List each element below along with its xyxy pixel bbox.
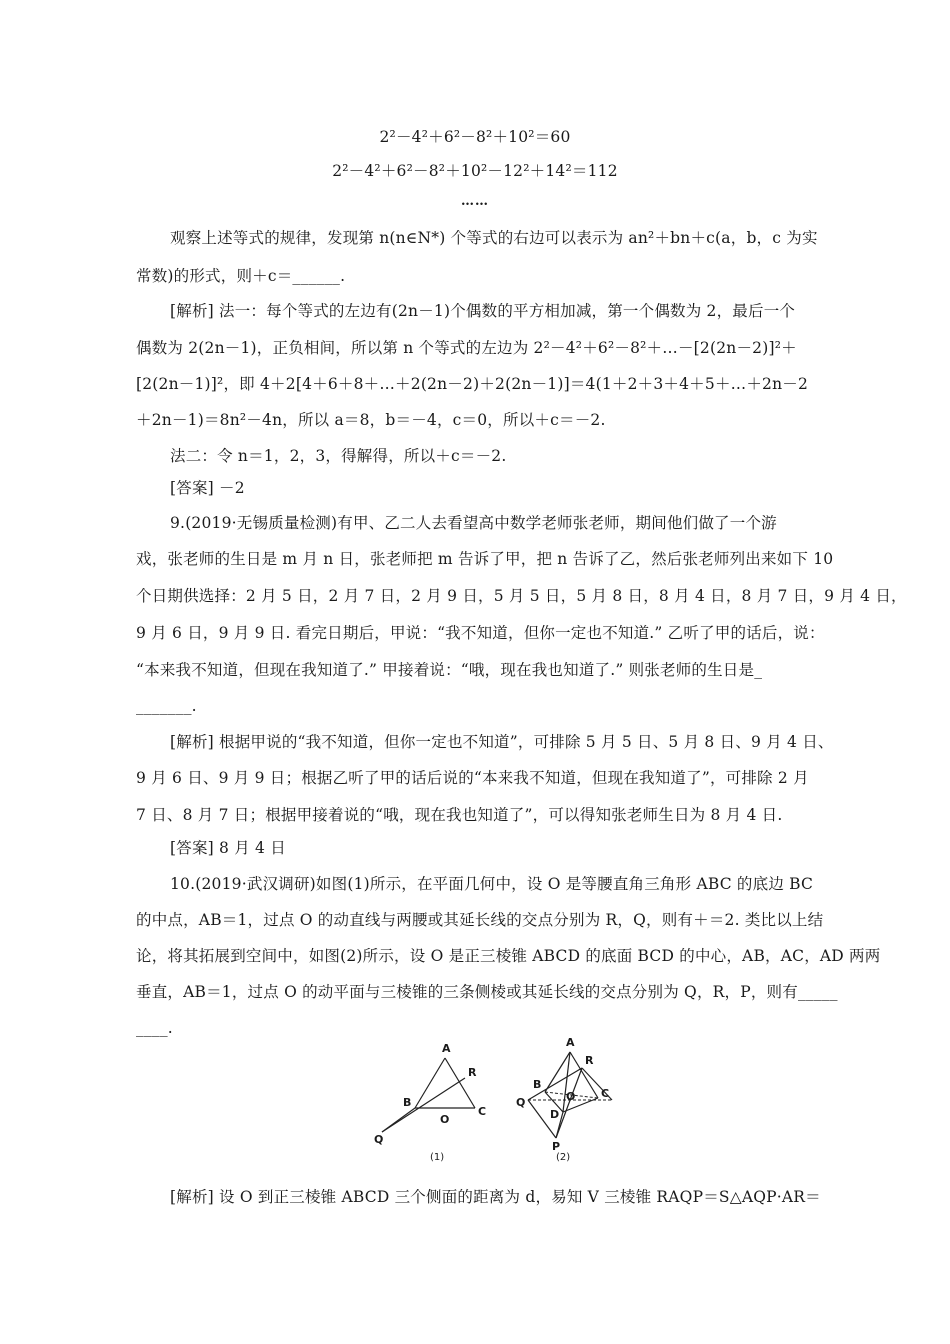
solution-8-line-3: [2(2n－1)]²，即 4＋2[4＋6＋8＋…＋2(2n－2)＋2(2n－1)]＝4(1＋2＋3＋4＋5＋…＋2n－2: [136, 375, 809, 393]
solution-9-line-2: 9 月 6 日、9 月 9 日；根据乙听了甲的话后说的“本来我不知道，但现在我知道了”，可排除 2 月: [136, 769, 809, 787]
equation-line-2: 2²－4²＋6²－8²＋10²－12²＋14²＝112: [332, 162, 618, 180]
problem-9-line-3: 个日期供选择：2 月 5 日，2 月 7 日，2 月 9 日，5 月 5 日，5 月 8 日，8 月 4 日，8 月 7 日，9 月 4 日，: [136, 587, 907, 605]
geometry-figure-svg: [360, 1020, 620, 1170]
figure-1: [374, 1042, 486, 1163]
problem-9-line-1: 9.(2019·无锡质量检测)有甲、乙二人去看望高中数学老师张老师，期间他们做了一个游: [170, 514, 777, 532]
problem-8-line-1: 观察上述等式的规律，发现第 n(n∈N*) 个等式的右边可以表示为 an²＋bn＋c(a，b，c 为实: [170, 229, 818, 247]
solution-8-line-2: 偶数为 2(2n－1)，正负相间，所以第 n 个等式的左边为 2²－4²＋6²－8²＋…－[2(2n－2)]²＋: [136, 339, 797, 357]
problem-10-line-4: 垂直，AB＝1，过点 O 的动平面与三棱锥的三条侧棱或其延长线的交点分别为 Q，R，P，则有_____: [136, 983, 838, 1001]
solution-8-method-2: 法二：令 n＝1，2，3，得解得，所以＋c＝－2.: [170, 447, 507, 465]
problem-10-line-2: 的中点，AB＝1，过点 O 的动直线与两腰或其延长线的交点分别为 R，Q，则有＋＝2. 类比以上结: [136, 911, 824, 929]
equation-ellipsis: ……: [461, 194, 489, 209]
problem-10-line-5: ____.: [136, 1019, 173, 1037]
answer-9: [答案] 8 月 4 日: [170, 839, 286, 857]
solution-8-line-1: [解析] 法一：每个等式的左边有(2n－1)个偶数的平方相加减，第一个偶数为 2，最后一个: [170, 302, 796, 320]
equation-line-1: 2²－4²＋6²－8²＋10²＝60: [379, 128, 571, 146]
fig1-label-c: C: [478, 1105, 487, 1118]
fig1-label-a: A: [442, 1042, 451, 1055]
problem-8-line-2: 常数)的形式，则＋c＝______.: [136, 267, 346, 285]
answer-8: [答案] －2: [170, 479, 245, 497]
figure-2: [516, 1036, 612, 1163]
fig1-label-r: R: [468, 1066, 477, 1079]
solution-10-line-1: [解析] 设 O 到正三棱锥 ABCD 三个侧面的距离为 d，易知 V 三棱锥 RAQP＝S△AQP·AR＝: [170, 1188, 821, 1206]
solution-9-line-1: [解析] 根据甲说的“我不知道，但你一定也不知道”，可排除 5 月 5 日、5 月 8 日、9 月 4 日、: [170, 733, 834, 751]
problem-9-line-5: “本来我不知道，但现在我知道了.” 甲接着说：“哦，现在我也知道了.” 则张老师的生日是_: [136, 661, 763, 679]
solution-9-line-3: 7 日、8 月 7 日；根据甲接着说的“哦，现在我也知道了”，可以得知张老师生日为 8 月 4 日.: [136, 806, 783, 824]
fig2-label-o: O: [566, 1090, 576, 1103]
fig2-label-q: Q: [516, 1096, 526, 1109]
fig2-label-a: A: [566, 1036, 575, 1049]
problem-9-line-2: 戏，张老师的生日是 m 月 n 日，张老师把 m 告诉了甲，把 n 告诉了乙，然后张老师列出来如下 10: [136, 550, 834, 568]
problem-9-line-6: _______.: [136, 697, 197, 715]
fig2-label-d: D: [550, 1108, 560, 1121]
fig2-label-b: B: [533, 1078, 542, 1091]
problem-9-line-4: 9 月 6 日，9 月 9 日. 看完日期后，甲说：“我不知道，但你一定也不知道.” 乙听了甲的话后，说：: [136, 624, 825, 642]
fig1-caption: (1): [430, 1152, 445, 1163]
solution-8-line-4: ＋2n－1)＝8n²－4n，所以 a＝8，b＝－4，c＝0，所以＋c＝－2.: [136, 411, 606, 429]
fig1-label-b: B: [403, 1096, 412, 1109]
fig1-label-q: Q: [374, 1133, 384, 1146]
fig2-caption: (2): [556, 1152, 571, 1163]
fig1-label-o: O: [440, 1113, 450, 1126]
geometry-figure: [360, 1020, 620, 1170]
problem-10-line-1: 10.(2019·武汉调研)如图(1)所示，在平面几何中，设 O 是等腰直角三角形 ABC 的底边 BC: [170, 875, 814, 893]
fig2-label-c: C: [601, 1087, 610, 1100]
problem-10-line-3: 论，将其拓展到空间中，如图(2)所示，设 O 是正三棱锥 ABCD 的底面 BCD 的中心，AB，AC，AD 两两: [136, 947, 881, 965]
fig2-label-r: R: [585, 1054, 594, 1067]
fig2-label-p: P: [552, 1140, 561, 1153]
